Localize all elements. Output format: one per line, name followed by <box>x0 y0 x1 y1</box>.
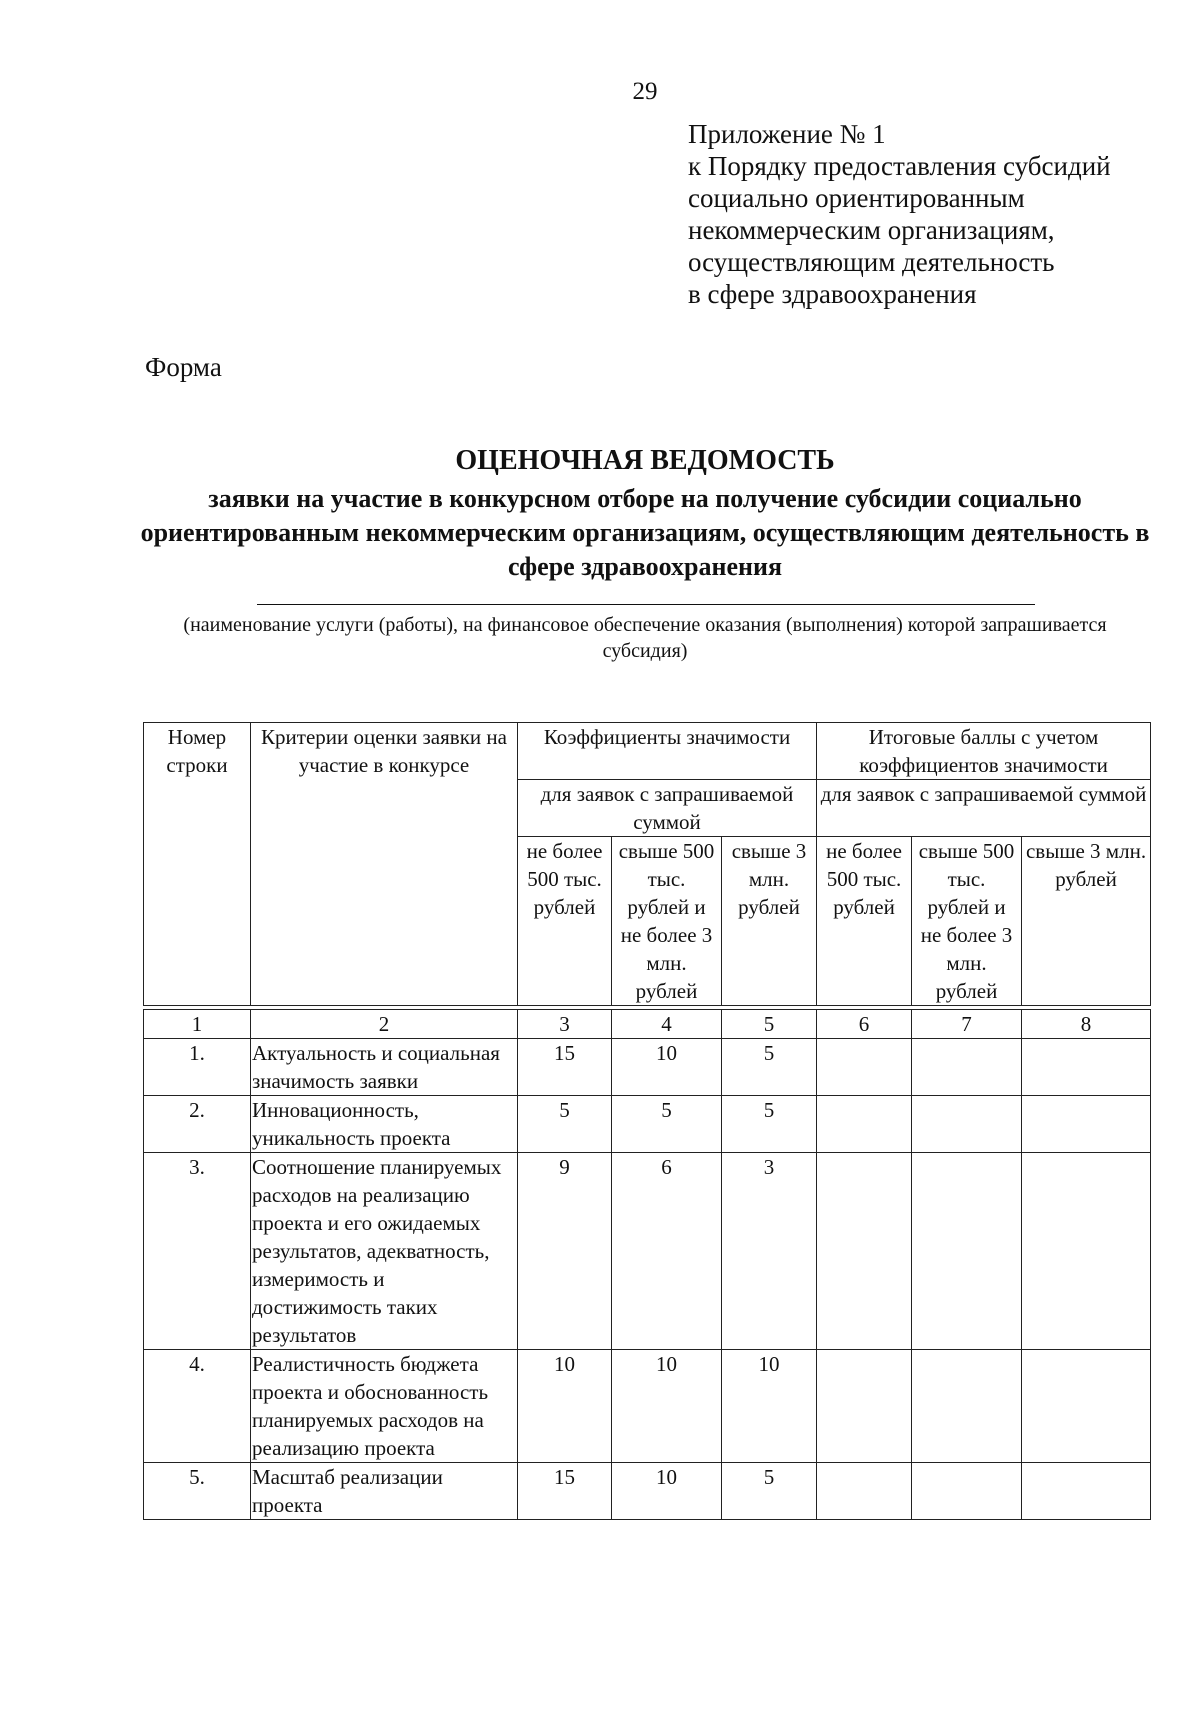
criterion: Инновационность, уникальность проекта <box>251 1096 518 1153</box>
coef-over-3m: 3 <box>722 1153 817 1350</box>
score-cell <box>817 1039 912 1096</box>
criterion: Масштаб реализации проекта <box>251 1463 518 1520</box>
score-cell <box>817 1463 912 1520</box>
column-number: 6 <box>817 1010 912 1039</box>
header-criteria: Критерии оценки заявки на участие в конкурсе <box>251 723 518 1006</box>
criterion: Реалистичность бюджета проекта и обоснованность планируемых расходов на реализацию проекта <box>251 1350 518 1463</box>
row-number: 4. <box>144 1350 251 1463</box>
evaluation-table <box>143 722 1151 1520</box>
header-col: свыше 500 тыс. рублей и не более 3 млн. рублей <box>612 837 722 1006</box>
score-cell <box>817 1350 912 1463</box>
criterion: Соотношение планируемых расходов на реализацию проекта и его ожидаемых результатов, адекватность, измеримость и достижимость таких результатов <box>251 1153 518 1350</box>
appendix-line: к Порядку предоставления субсидий <box>688 151 1111 181</box>
coef-500k-to-3m: 10 <box>612 1350 722 1463</box>
score-cell <box>912 1463 1022 1520</box>
coef-up-to-500k: 9 <box>518 1153 612 1350</box>
header-row <box>144 723 1151 780</box>
column-number: 2 <box>251 1010 518 1039</box>
score-cell <box>1022 1153 1151 1350</box>
row-number: 2. <box>144 1096 251 1153</box>
table-row <box>144 1153 1151 1350</box>
table-row <box>144 1463 1151 1520</box>
column-number-row <box>144 1010 1151 1039</box>
score-cell <box>1022 1463 1151 1520</box>
form-label: Форма <box>145 352 222 382</box>
header-totals: Итоговые баллы с учетом коэффициентов значимости <box>817 723 1151 780</box>
header-col: свыше 3 млн. рублей <box>1022 837 1151 1006</box>
coef-500k-to-3m: 5 <box>612 1096 722 1153</box>
criterion: Актуальность и социальная значимость заявки <box>251 1039 518 1096</box>
coef-500k-to-3m: 10 <box>612 1039 722 1096</box>
appendix-line: осуществляющим деятельность <box>688 247 1055 277</box>
coef-over-3m: 10 <box>722 1350 817 1463</box>
score-cell <box>817 1153 912 1350</box>
row-number: 1. <box>144 1039 251 1096</box>
score-cell <box>912 1350 1022 1463</box>
table-row <box>144 1096 1151 1153</box>
header-col: свыше 500 тыс. рублей и не более 3 млн. рублей <box>912 837 1022 1006</box>
column-number: 1 <box>144 1010 251 1039</box>
header-row-no: Номер строки <box>144 723 251 1006</box>
score-cell <box>912 1039 1022 1096</box>
document-subtitle: заявки на участие в конкурсном отборе на получение субсидии социально ориентированным некоммерческим организациям, осуществляющим деятельность в сфере здравоохранения <box>140 484 1150 581</box>
coef-up-to-500k: 15 <box>518 1463 612 1520</box>
coef-up-to-500k: 5 <box>518 1096 612 1153</box>
header-col: не более 500 тыс. рублей <box>518 837 612 1006</box>
row-number: 5. <box>144 1463 251 1520</box>
table-row <box>144 1039 1151 1096</box>
table-row <box>144 1350 1151 1463</box>
score-cell <box>1022 1039 1151 1096</box>
coef-up-to-500k: 10 <box>518 1350 612 1463</box>
column-number: 5 <box>722 1010 817 1039</box>
header-by-amount: для заявок с запрашиваемой суммой <box>518 780 817 837</box>
score-cell <box>912 1096 1022 1153</box>
coef-500k-to-3m: 10 <box>612 1463 722 1520</box>
header-col: свыше 3 млн. рублей <box>722 837 817 1006</box>
coef-500k-to-3m: 6 <box>612 1153 722 1350</box>
column-number: 3 <box>518 1010 612 1039</box>
coef-over-3m: 5 <box>722 1039 817 1096</box>
appendix-line: некоммерческим организациям, <box>688 215 1055 245</box>
column-number: 4 <box>612 1010 722 1039</box>
fill-in-line <box>257 604 1035 605</box>
score-cell <box>1022 1096 1151 1153</box>
document-title: ОЦЕНОЧНАЯ ВЕДОМОСТЬ <box>455 445 835 476</box>
appendix-block <box>688 118 1111 310</box>
score-cell <box>1022 1350 1151 1463</box>
coef-over-3m: 5 <box>722 1096 817 1153</box>
fill-in-caption: (наименование услуги (работы), на финансовое обеспечение оказания (выполнения) которой запрашивается субсидия) <box>183 614 1107 662</box>
column-number: 8 <box>1022 1010 1151 1039</box>
appendix-line: социально ориентированным <box>688 183 1025 213</box>
score-cell <box>817 1096 912 1153</box>
header-coefficients: Коэффициенты значимости <box>518 723 817 780</box>
coef-up-to-500k: 15 <box>518 1039 612 1096</box>
column-number: 7 <box>912 1010 1022 1039</box>
header-by-amount: для заявок с запрашиваемой суммой <box>817 780 1151 837</box>
row-number: 3. <box>144 1153 251 1350</box>
appendix-line: в сфере здравоохранения <box>688 279 977 309</box>
score-cell <box>912 1153 1022 1350</box>
page-number: 29 <box>632 78 658 105</box>
coef-over-3m: 5 <box>722 1463 817 1520</box>
header-col: не более 500 тыс. рублей <box>817 837 912 1006</box>
appendix-line: Приложение № 1 <box>688 119 886 149</box>
